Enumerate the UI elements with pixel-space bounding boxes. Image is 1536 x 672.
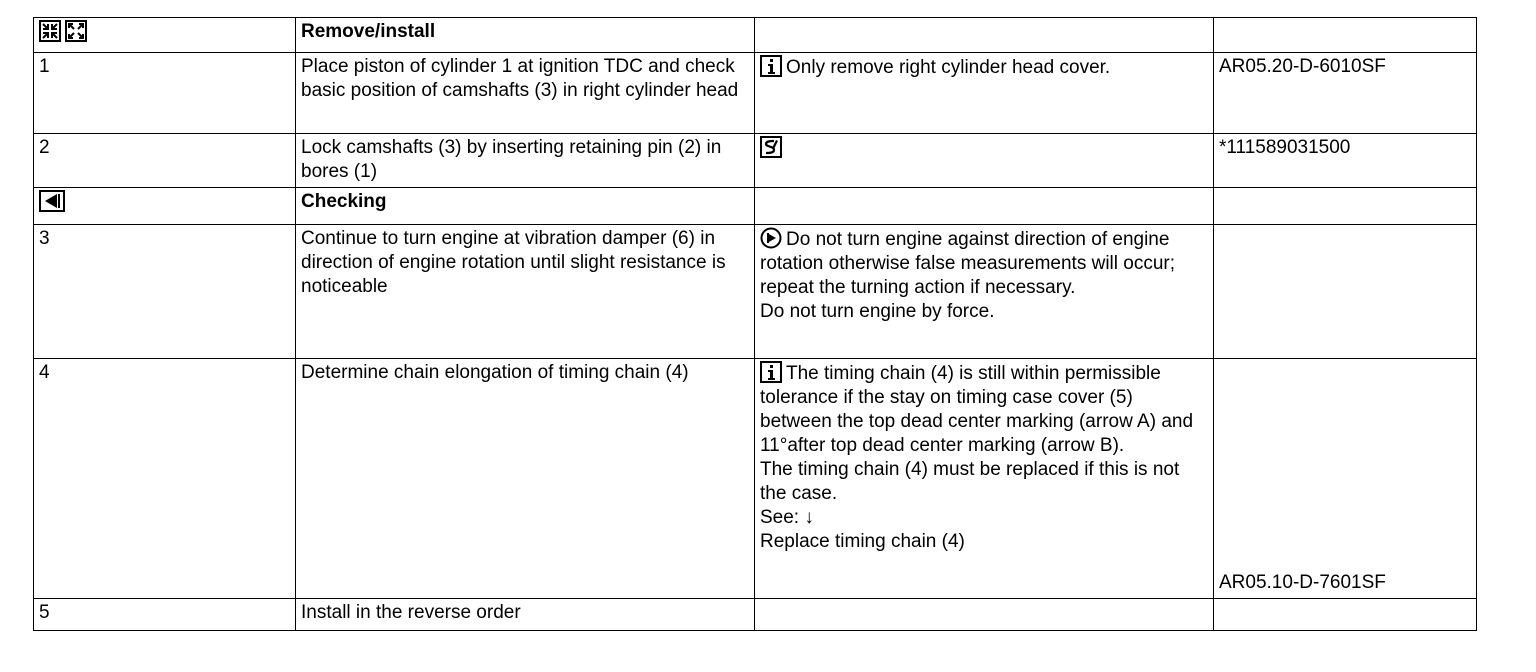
step-note <box>755 134 1214 188</box>
step-number: 1 <box>34 53 296 134</box>
procedure-table <box>33 17 1477 631</box>
step-reference[interactable]: AR05.10-D-7601SF <box>1219 572 1386 593</box>
checking-title: Checking <box>296 188 755 225</box>
info-icon <box>760 361 782 383</box>
table-row-checking <box>34 188 1477 225</box>
remove-icon <box>39 20 61 42</box>
step-number: 2 <box>34 134 296 188</box>
table-row-4 <box>34 359 1477 599</box>
step-instruction: Continue to turn engine at vibration damper (6) in direction of engine rotation until slight resistance is noticeable <box>296 225 755 359</box>
header-icons-cell <box>34 18 296 53</box>
table-row-header <box>34 18 1477 53</box>
table-row-1 <box>34 53 1477 134</box>
table-row-5 <box>34 599 1477 631</box>
install-icon <box>65 20 87 42</box>
step-number: 5 <box>34 599 296 631</box>
step-instruction: Install in the reverse order <box>296 599 755 631</box>
replace-timing-chain-link[interactable]: Replace timing chain (4) <box>760 531 965 552</box>
info-icon <box>760 55 782 77</box>
step-instruction: Determine chain elongation of timing chain (4) <box>296 359 755 599</box>
step-reference[interactable]: *111589031500 <box>1214 134 1477 188</box>
table-row-2 <box>34 134 1477 188</box>
caution-icon <box>760 227 782 249</box>
step-number: 3 <box>34 225 296 359</box>
step-note: The timing chain (4) is still within permissible tolerance if the stay on timing case cover (5) between the top dead center marking (arrow A) and 11°after top dead center marking (arrow B). The timing chain (4) must be replaced if this is not the case. See: ↓ Replace timing chain (4) <box>755 359 1214 599</box>
step-reference[interactable]: AR05.20-D-6010SF <box>1214 53 1477 134</box>
checking-icon-cell <box>34 188 296 225</box>
checking-icon <box>39 190 61 212</box>
arrow-down-icon: ↓ <box>804 507 814 528</box>
step-instruction: Place piston of cylinder 1 at ignition TDC and check basic position of camshafts (3) in right cylinder head <box>296 53 755 134</box>
step-note: Only remove right cylinder head cover. <box>755 53 1214 134</box>
header-title: Remove/install <box>296 18 755 53</box>
special-tool-icon <box>760 136 782 158</box>
step-number: 4 <box>34 359 296 599</box>
step-note: Do not turn engine against direction of engine rotation otherwise false measurements will occur; repeat the turning action if necessary. Do not turn engine by force. <box>755 225 1214 359</box>
step-instruction: Lock camshafts (3) by inserting retaining pin (2) in bores (1) <box>296 134 755 188</box>
see-label: See: <box>760 507 800 528</box>
table-row-3 <box>34 225 1477 359</box>
